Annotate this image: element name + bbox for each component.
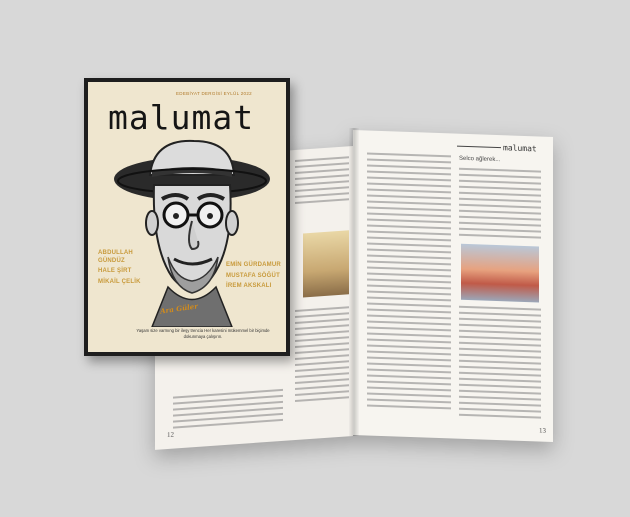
right-page-illustration (461, 244, 539, 303)
spread-gutter (349, 128, 359, 436)
right-page-opening: Selco ağlerek... (459, 155, 501, 164)
right-page-number: 13 (539, 426, 546, 435)
masthead: malumat (108, 98, 255, 137)
right-page-col-2-top (459, 168, 541, 243)
contributor-name: HALE ŞİRT (98, 268, 132, 274)
left-page-illustration (303, 230, 349, 297)
contributor-name: İREM AKSKALI (226, 283, 272, 289)
right-page (353, 130, 553, 442)
left-page-col-right (295, 306, 349, 406)
running-head-rule (457, 146, 501, 149)
left-page-number: 12 (167, 430, 174, 440)
issue-line: EDEBİYAT DERGİSİ EYLÜL 2022 (176, 91, 252, 96)
contributor-name: ABDULLAH GÜNDÜZ (98, 250, 133, 264)
right-page-col-2-bottom (459, 306, 541, 423)
contributor-name: MİKAİL ÇELİK (98, 278, 141, 285)
contributor-name: EMİN GÜRDAMUR (226, 262, 281, 268)
right-page-col-1 (367, 152, 451, 413)
magazine-cover (84, 78, 290, 356)
cover-paper (88, 82, 286, 352)
feature-title-badge: Ara Güler (159, 301, 199, 316)
left-page-col-bottom (173, 389, 283, 433)
contributor-name: MUSTAFA SÖĞÜT (226, 272, 280, 279)
cover-tagline: Yaşam size varmıng bir ileşy trencia Her karesini mükemmel bir biçimde dokunmaya çalışırın. (136, 328, 270, 339)
contributors-right (226, 262, 286, 294)
running-head: malumat (503, 143, 537, 154)
portrait-illustration (112, 137, 272, 327)
left-page-col-top (295, 156, 349, 208)
contributors-left (98, 250, 158, 289)
